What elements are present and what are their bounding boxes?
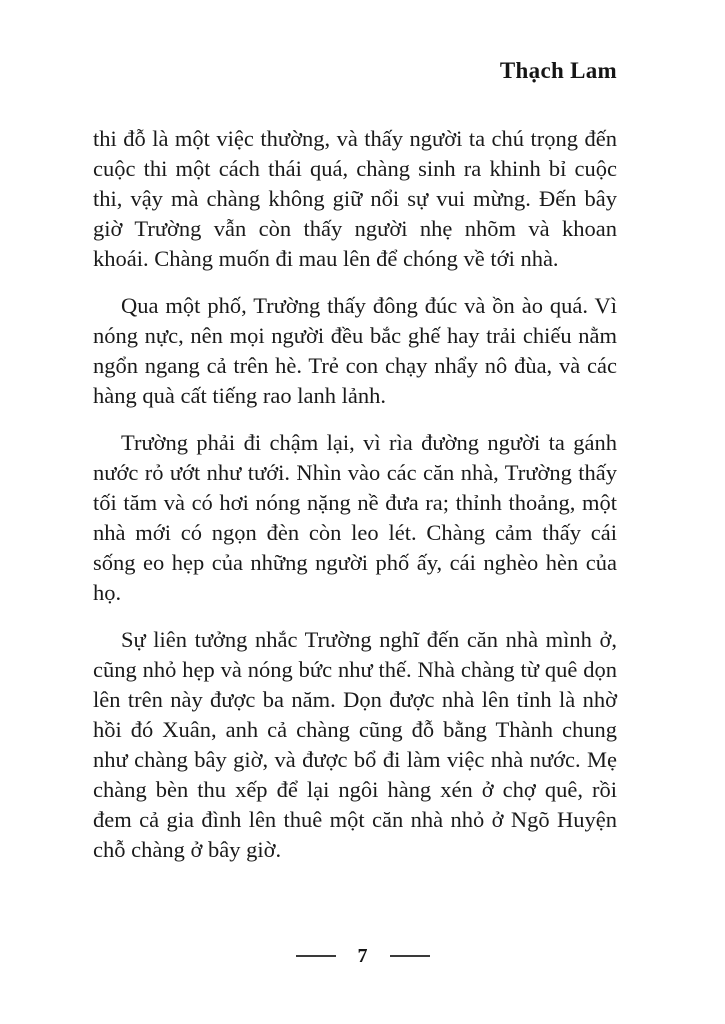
body-paragraph-3: Trường phải đi chậm lại, vì rìa đường người ta gánh nước rỏ ướt như tưới. Nhìn vào các căn nhà, Trường thấy tối tăm và có hơi nóng nặng nề đưa ra; thỉnh thoảng, một nhà mới có ngọn đèn còn leo lét. Chàng cảm thấy cái sống eo hẹp của những người phố ấy, cái nghèo hèn của họ. [93, 430, 617, 605]
page-body [93, 124, 617, 882]
running-header [500, 58, 617, 84]
footer-dash-right [390, 955, 430, 957]
body-paragraph-4: Sự liên tưởng nhắc Trường nghĩ đến căn nhà mình ở, cũng nhỏ hẹp và nóng bức như thế. Nhà chàng từ quê dọn lên trên này được ba năm. Dọn được nhà lên tỉnh là nhờ hồi đó Xuân, anh cả chàng cũng đỗ bằng Thành chung như chàng bây giờ, và được bổ đi làm việc nhà nước. Mẹ chàng bèn thu xếp để lại ngôi hàng xén ở chợ quê, rồi đem cả gia đình lên thuê một căn nhà nhỏ ở Ngõ Huyện chỗ chàng ở bây giờ. [93, 627, 617, 862]
body-paragraph-1: thi đỗ là một việc thường, và thấy người ta chú trọng đến cuộc thi một cách thái quá, chàng sinh ra khinh bỉ cuộc thi, vậy mà chàng không giữ nổi sự vui mừng. Đến bây giờ Trường vẫn còn thấy người nhẹ nhõm và khoan khoái. Chàng muốn đi mau lên để chóng về tới nhà. [93, 126, 617, 271]
body-paragraph-2: Qua một phố, Trường thấy đông đúc và ồn ào quá. Vì nóng nực, nên mọi người đều bắc ghế hay trải chiếu nằm ngổn ngang cả trên hè. Trẻ con chạy nhẩy nô đùa, và các hàng quà cất tiếng rao lanh lảnh. [93, 293, 617, 408]
page-number: 7 [357, 945, 368, 967]
running-header-author: Thạch Lam [499, 58, 617, 83]
page-footer [0, 946, 725, 966]
footer-dash-left [296, 955, 336, 957]
